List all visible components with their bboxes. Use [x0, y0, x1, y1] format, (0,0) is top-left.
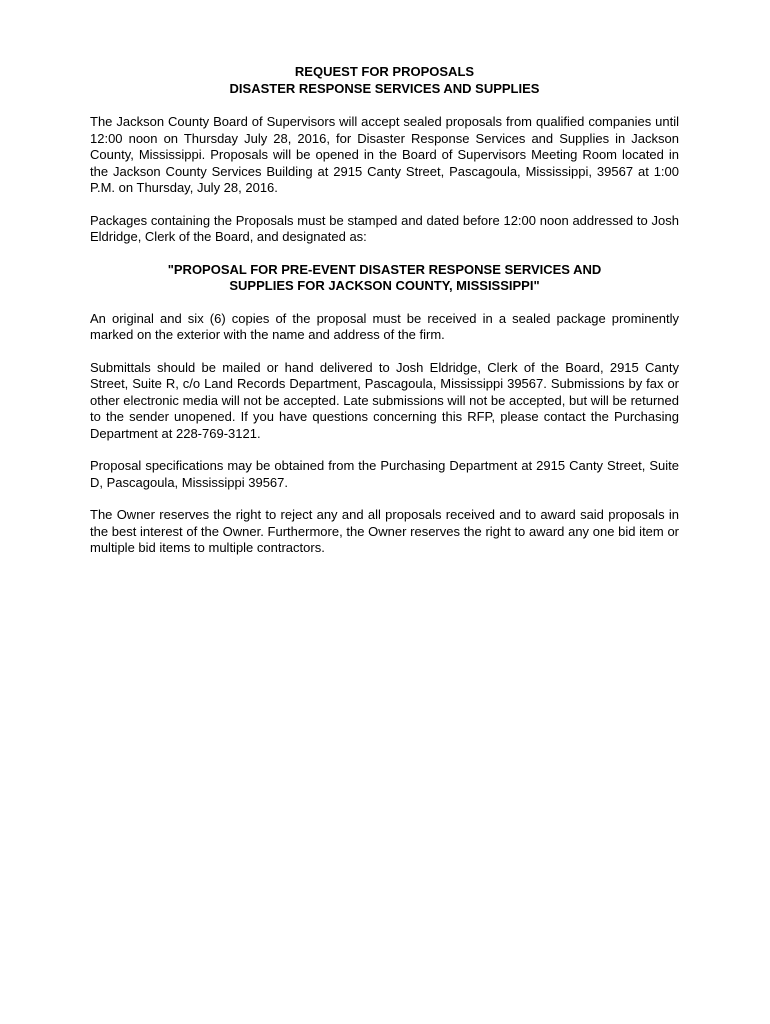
- owner-rights-paragraph: The Owner reserves the right to reject any and all proposals received and to award said proposals in the best interest of the Owner. Furthermore, the Owner reserves the right to award any one bid item or multiple bid items to multiple contractors.: [90, 507, 679, 555]
- document-subtitle: DISASTER RESPONSE SERVICES AND SUPPLIES: [229, 80, 540, 96]
- title-block: [90, 64, 679, 97]
- document-body: [90, 64, 679, 573]
- submittals-paragraph: Submittals should be mailed or hand delivered to Josh Eldridge, Clerk of the Board, 2915 Canty Street, Suite R, c/o Land Records Department, Pascagoula, Mississippi 39567. Submissions by fax or other electronic media will not be accepted. Late submissions will not be accepted, but will be returned to the sender unopened. If you have questions concerning this RFP, please contact the Purchasing Department at 228-769-3121.: [90, 359, 679, 441]
- intro-paragraph: The Jackson County Board of Supervisors will accept sealed proposals from qualified companies until 12:00 noon on Thursday July 28, 2016, for Disaster Response Services and Supplies in Jackson County, Mississippi. Proposals will be opened in the Board of Supervisors Meeting Room located in the Jackson County Services Building at 2915 Canty Street, Pascagoula, Mississippi, 39567 at 1:00 P.M. on Thursday, July 28, 2016.: [90, 114, 679, 195]
- proposal-designation: [90, 262, 679, 295]
- packages-paragraph: Packages containing the Proposals must be stamped and dated before 12:00 noon addressed to Josh Eldridge, Clerk of the Board, and designated as:: [90, 212, 679, 244]
- designation-line-1: "PROPOSAL FOR PRE-EVENT DISASTER RESPONSE SERVICES AND: [167, 261, 602, 277]
- document-title: REQUEST FOR PROPOSALS: [294, 64, 475, 79]
- copies-paragraph: An original and six (6) copies of the proposal must be received in a sealed package prominently marked on the exterior with the name and address of the firm.: [90, 310, 679, 342]
- specifications-paragraph: Proposal specifications may be obtained from the Purchasing Department at 2915 Canty Street, Suite D, Pascagoula, Mississippi 39567.: [90, 458, 679, 490]
- designation-line-2: SUPPLIES FOR JACKSON COUNTY, MISSISSIPPI": [229, 278, 540, 293]
